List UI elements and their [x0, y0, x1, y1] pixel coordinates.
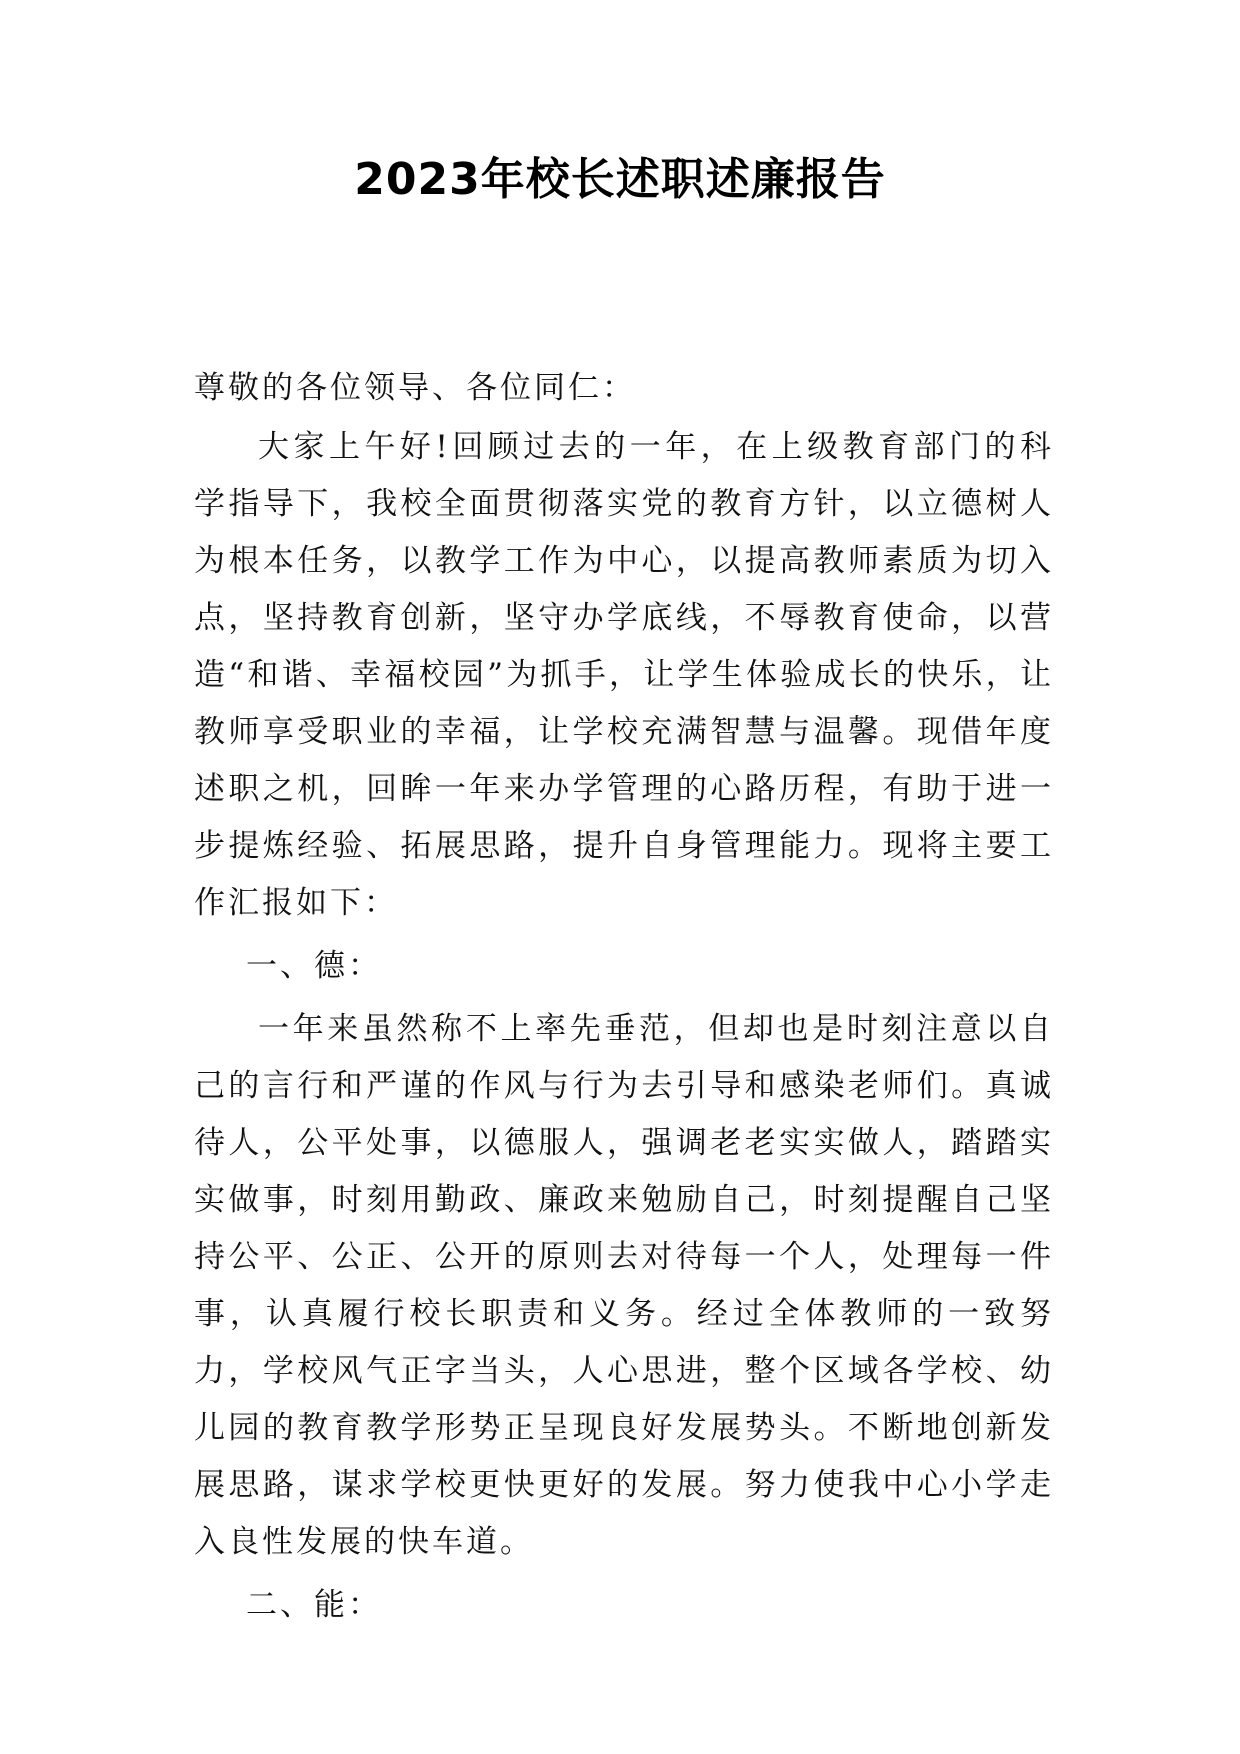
intro-paragraph: 大家上午好!回顾过去的一年，在上级教育部门的科学指导下，我校全面贯彻落实党的教育方针，以立德树人为根本任务，以教学工作为中心，以提高教师素质为切入点，坚持教育创新，坚守办学底线，不辱教育使命，以营造“和谐、幸福校园”为抓手，让学生体验成长的快乐，让教师享受职业的幸福，让学校充满智慧与温馨。现借年度述职之机，回眸一年来办学管理的心路历程，有助于进一步提炼经验、拓展思路，提升自身管理能力。现将主要工作汇报如下： — [194, 429, 1054, 921]
virtue-paragraph: 一年来虽然称不上率先垂范，但却也是时刻注意以自己的言行和严谨的作风与行为去引导和感染老师们。真诚待人，公平处事，以德服人，强调老老实实做人，踏踏实实做事，时刻用勤政、廉政来勉励自己，时刻提醒自己坚持公平、公正、公开的原则去对待每一个人，处理每一件事，认真履行校长职责和义务。经过全体教师的一致努力，学校风气正字当头，人心思进，整个区域各学校、幼儿园的教育教学形势正呈现良好发展势头。不断地创新发展思路，谋求学校更快更好的发展。努力使我中心小学走入良性发展的快车道。 — [194, 1011, 1054, 1560]
document-body — [194, 360, 1054, 1640]
section-heading-virtue: 一、德： — [246, 948, 382, 984]
section-heading-ability: 二、能： — [246, 1587, 382, 1623]
document-title: 2023年校长述职述廉报告 — [354, 154, 886, 205]
salutation: 尊敬的各位领导、各位同仁： — [194, 370, 636, 406]
